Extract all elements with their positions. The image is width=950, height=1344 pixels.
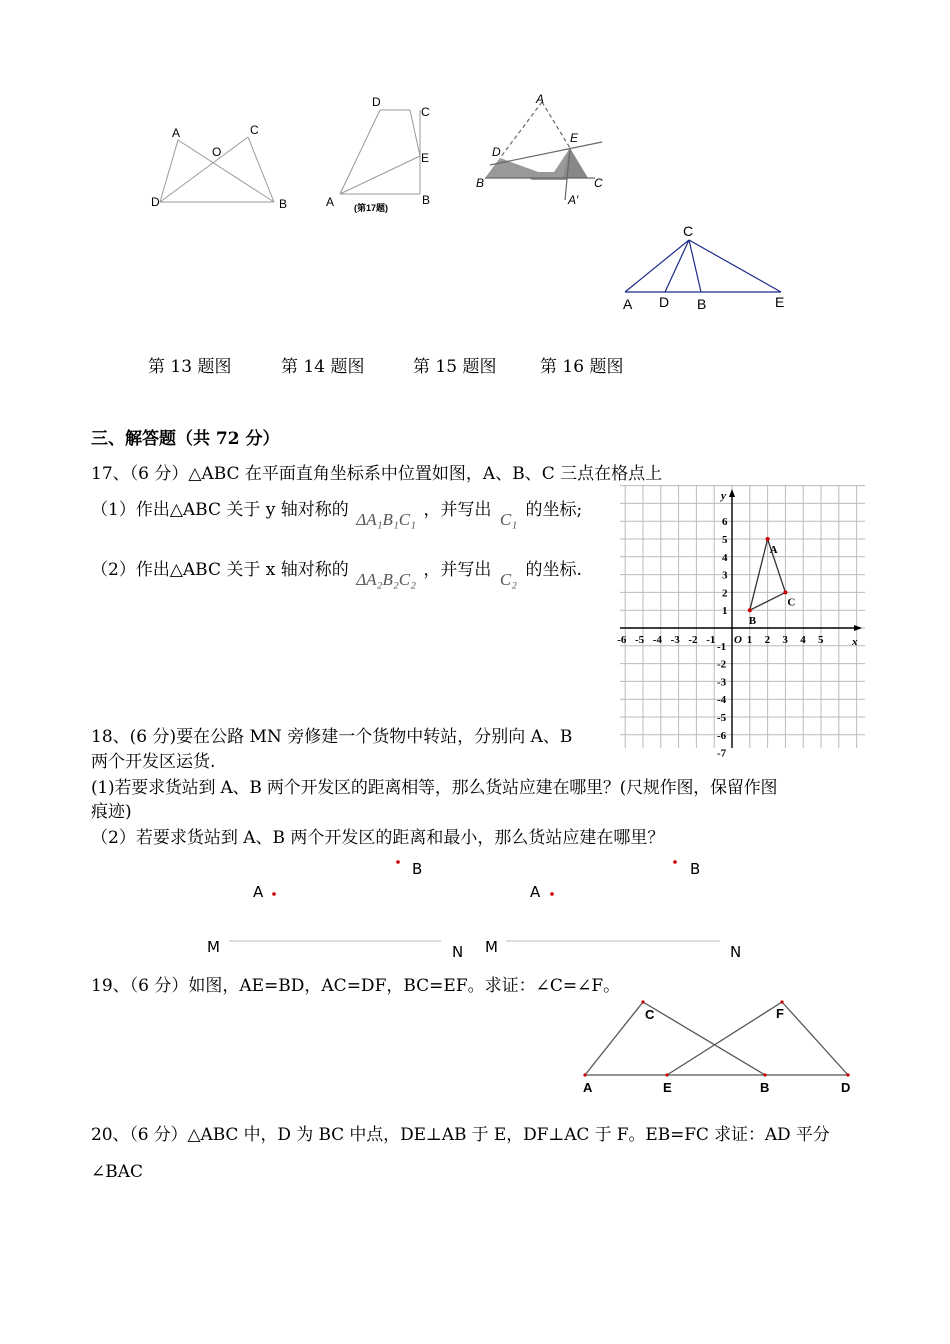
q19-label-b: B	[760, 1080, 770, 1095]
q17-part2-symbol: ΔA₂B₂C₂	[356, 570, 417, 589]
q17-part2-point: C₂	[499, 570, 518, 589]
x-tick-label: -4	[652, 634, 662, 646]
q17-part2-text-b: ，并写出	[423, 560, 492, 580]
fig16-label-c: C	[683, 223, 694, 239]
point-label-c: C	[787, 596, 796, 609]
fig15-label-c: C	[594, 176, 603, 190]
figure-13	[140, 115, 300, 215]
fig16-label-b: B	[697, 296, 707, 312]
y-tick-label: -2	[717, 658, 727, 671]
q17-part1-symbol: ΔA₁B₁C₁	[356, 510, 417, 529]
fig14-label-e: E	[421, 151, 430, 165]
caption-15: 第 15 题图	[413, 357, 497, 377]
x-tick-label: -1	[706, 634, 716, 646]
fig16-label-e: E	[775, 294, 785, 310]
x-tick-label: -3	[670, 634, 680, 646]
q17-part2-text-c: 的坐标.	[525, 560, 582, 580]
caption-13: 第 13 题图	[148, 357, 232, 377]
q18-right-label-m: M	[485, 938, 498, 956]
y-tick-label: 5	[722, 534, 728, 546]
q18-right-label-b: B	[690, 860, 701, 878]
q18-part2: （2）若要求货站到 A、B 两个开发区的距离和最小，那么货站应建在哪里？	[91, 828, 665, 848]
section-title: 三、解答题（共 72 分）	[91, 429, 280, 449]
q18-left-label-m: M	[207, 938, 220, 956]
q19-stem: 19、（6 分）如图，AE=BD，AC=DF，BC=EF。求证：∠C=∠F。	[91, 976, 621, 996]
q18-part1-cont: 痕迹)	[91, 802, 132, 822]
x-axis-arrow	[854, 625, 862, 631]
y-tick-label: -3	[717, 676, 727, 689]
y-axis-label: y	[721, 490, 726, 502]
x-tick-label: 4	[800, 634, 806, 646]
fig13-label-o: O	[212, 145, 222, 159]
q19-label-a: A	[583, 1080, 593, 1095]
origin-label: O	[734, 634, 742, 646]
x-tick-label: -5	[635, 634, 645, 646]
point-b	[748, 608, 752, 612]
fig15-label-a-prime: A′	[568, 193, 579, 207]
y-tick-label: -7	[717, 747, 727, 760]
fig15-label-b: B	[476, 176, 485, 190]
x-tick-label: 5	[818, 634, 824, 646]
point-label-b: B	[748, 615, 757, 628]
q17-part2-text-a: （2）作出△ABC 关于 x 轴对称的	[91, 560, 349, 580]
y-tick-label: -4	[717, 694, 727, 707]
y-tick-label: -1	[717, 640, 727, 653]
fig15-label-d: D	[492, 145, 501, 159]
figure-14	[320, 92, 440, 212]
y-tick-label: 3	[722, 569, 728, 582]
fig14-label-a: A	[326, 195, 335, 209]
q19-label-f: F	[776, 1006, 784, 1021]
y-tick-label: 2	[722, 587, 728, 600]
fig15-label-a: A	[536, 92, 545, 106]
q17-part1-point: C₁	[499, 510, 518, 529]
q19-label-d: D	[841, 1080, 851, 1095]
q18-diagram-right	[478, 850, 758, 965]
q18-right-label-n: N	[730, 943, 742, 961]
x-tick-label: 1	[746, 634, 753, 646]
q17-part1-text-b: ，并写出	[423, 500, 492, 520]
q18-line1: 18、(6 分)要在公路 MN 旁修建一个货物中转站，分别向 A、B	[91, 727, 573, 747]
q19-diagram	[575, 995, 865, 1100]
q17-part1-text-c: 的坐标;	[525, 500, 583, 520]
x-tick-label: 2	[764, 634, 771, 646]
y-tick-label: -6	[717, 729, 727, 742]
q18-left-label-a: A	[253, 883, 264, 901]
q20-line1: 20、（6 分）△ABC 中，D 为 BC 中点，DE⊥AB 于 E，DF⊥AC 于 F。EB=FC 求证：AD 平分	[91, 1125, 830, 1145]
q19-label-c: C	[645, 1007, 655, 1022]
fig13-label-a: A	[172, 126, 181, 140]
q18-left-label-b: B	[412, 860, 423, 878]
q18-right-label-a: A	[530, 883, 541, 901]
q17-part1-text-a: （1）作出△ABC 关于 y 轴对称的	[91, 500, 349, 520]
y-tick-label: 6	[722, 516, 728, 529]
fig13-label-b: B	[279, 197, 288, 211]
point-a	[766, 537, 770, 541]
fig16-label-a: A	[623, 296, 633, 312]
figure-15	[470, 90, 610, 210]
fig14-caption: (第17题)	[354, 203, 389, 213]
coordinate-grid	[617, 485, 865, 760]
caption-16: 第 16 题图	[540, 357, 624, 377]
fig13-label-d: D	[151, 195, 160, 209]
q18-left-label-n: N	[452, 943, 464, 961]
q18-diagram-left	[195, 850, 475, 965]
fig15-label-e: E	[570, 131, 579, 145]
fig14-label-b: B	[422, 193, 431, 207]
point-label-a: A	[769, 544, 778, 556]
y-tick-label: 4	[722, 551, 728, 564]
y-tick-label: -5	[717, 712, 727, 724]
point-c	[783, 590, 787, 594]
fig13-label-c: C	[250, 123, 259, 137]
fig14-label-d: D	[372, 95, 381, 109]
q18-line2: 两个开发区运货.	[91, 752, 216, 772]
x-tick-label: 3	[782, 634, 788, 646]
caption-14: 第 14 题图	[281, 357, 365, 377]
q18-part1: (1)若要求货站到 A、B 两个开发区的距离相等，那么货站应建在哪里？(尺规作图，保留作图	[91, 778, 778, 798]
x-tick-label: -6	[617, 634, 627, 646]
figure-16	[615, 220, 800, 315]
x-axis-label: x	[852, 636, 858, 648]
q17-part2	[91, 558, 582, 589]
y-axis-arrow	[729, 489, 735, 497]
x-tick-label: -2	[688, 634, 698, 646]
q17-part1	[91, 498, 583, 529]
q17-stem: 17、（6 分）△ABC 在平面直角坐标系中位置如图，A、B、C 三点在格点上	[91, 464, 663, 484]
y-tick-label: 1	[722, 605, 728, 618]
fig16-label-d: D	[659, 294, 670, 310]
q20-line2: ∠BAC	[91, 1162, 144, 1182]
q19-label-e: E	[663, 1080, 672, 1095]
fig14-label-c: C	[421, 105, 430, 119]
